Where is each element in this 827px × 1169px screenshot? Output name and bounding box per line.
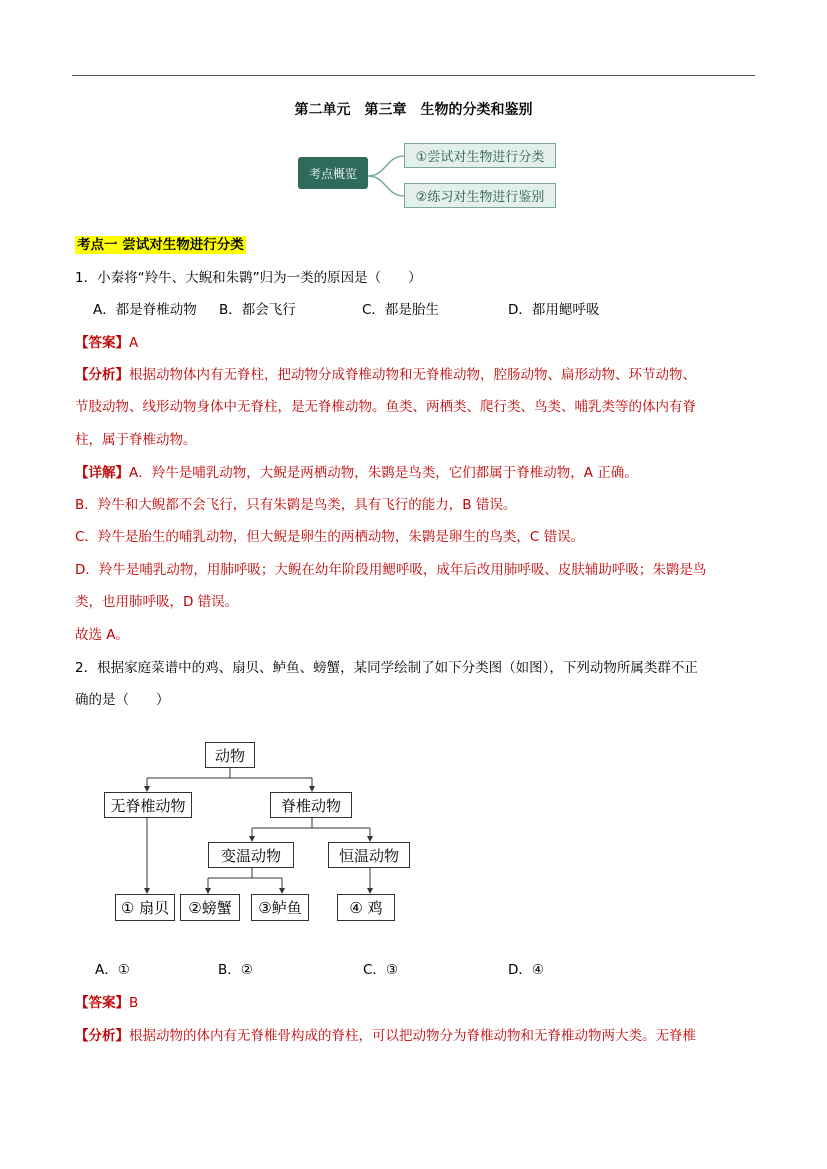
q2-analysis-text-1: 根据动物的体内有无脊椎骨构成的脊柱，可以把动物分为脊椎动物和无脊椎动物两大类。无脊椎 xyxy=(129,1028,696,1044)
node-invertebrate: 无脊椎动物 xyxy=(104,792,192,818)
q1-detail-line-3: C．羚牛是胎生的哺乳动物，但大鲵是卵生的两栖动物，朱鹮是卵生的鸟类，C 错误。 xyxy=(75,529,585,545)
q1-option-a: A．都是脊椎动物 xyxy=(93,302,197,318)
leaf-scallop: ① 扇贝 xyxy=(115,894,175,921)
q2-answer-tag: 【答案】 xyxy=(75,995,129,1011)
q2-option-a: A．① xyxy=(95,962,130,978)
q2-answer xyxy=(75,994,138,1012)
q1-answer xyxy=(75,334,138,352)
node-animal: 动物 xyxy=(205,742,255,768)
q1-analysis-text-1: 根据动物体内有无脊柱，把动物分成脊椎动物和无脊椎动物，腔肠动物、扁形动物、环节动物、 xyxy=(129,367,696,383)
q2-option-b: B．② xyxy=(218,962,253,978)
q2-option-d: D．④ xyxy=(508,962,544,978)
q2-option-c: C．③ xyxy=(363,962,399,978)
q2-stem-line-1: 2．根据家庭菜谱中的鸡、扇贝、鲈鱼、螃蟹，某同学绘制了如下分类图（如图），下列动物所属类群不正 xyxy=(75,660,698,676)
q1-detail-tag: 【详解】 xyxy=(75,465,129,481)
leaf-chicken: ④ 鸡 xyxy=(337,894,395,921)
q1-analysis-tag: 【分析】 xyxy=(75,367,129,383)
q1-analysis-line-1 xyxy=(75,366,696,384)
header-rule xyxy=(72,75,755,76)
q1-conclusion: 故选 A。 xyxy=(75,627,130,643)
node-vertebrate: 脊椎动物 xyxy=(270,792,352,818)
leaf-crab: ②螃蟹 xyxy=(180,894,240,921)
mindmap-branch-classify: ①尝试对生物进行分类 xyxy=(404,143,556,168)
q1-detail-line-1 xyxy=(75,464,638,482)
q1-detail-text-1: A．羚牛是哺乳动物，大鲵是两栖动物，朱鹮是鸟类，它们都属于脊椎动物，A 正确。 xyxy=(129,465,638,481)
page-title: 第二单元 第三章 生物的分类和鉴别 xyxy=(294,102,533,118)
q1-stem: 1．小秦将“羚牛、大鲵和朱鹮”归为一类的原因是（ ） xyxy=(75,270,422,286)
q1-analysis-line-3: 柱，属于脊椎动物。 xyxy=(75,432,197,448)
q1-detail-line-2: B．羚牛和大鲵都不会飞行，只有朱鹮是鸟类，具有飞行的能力，B 错误。 xyxy=(75,497,517,513)
q1-detail-line-4: D．羚牛是哺乳动物，用肺呼吸；大鲵在幼年阶段用鳃呼吸，成年后改用肺呼吸、皮肤辅助呼吸；朱鹮是鸟 xyxy=(75,562,707,578)
q1-answer-tag: 【答案】 xyxy=(75,335,129,351)
node-cold-blooded: 变温动物 xyxy=(208,842,294,868)
q2-analysis-line-1 xyxy=(75,1027,696,1045)
q2-stem-line-2: 确的是（ ） xyxy=(75,692,170,708)
q1-detail-line-5: 类，也用肺呼吸，D 错误。 xyxy=(75,594,239,610)
q1-analysis-line-2: 节肢动物、线形动物身体中无脊柱，是无脊椎动物。鱼类、两栖类、爬行类、鸟类、哺乳类等的体内有脊 xyxy=(75,399,696,415)
mindmap-root: 考点概览 xyxy=(298,157,368,189)
q1-option-d: D．都用鳃呼吸 xyxy=(508,302,600,318)
node-warm-blooded: 恒温动物 xyxy=(328,842,410,868)
leaf-perch: ③鲈鱼 xyxy=(251,894,309,921)
q1-option-c: C．都是胎生 xyxy=(362,302,439,318)
section-heading: 考点一 尝试对生物进行分类 xyxy=(77,237,244,253)
q2-answer-value: B xyxy=(129,995,139,1011)
mindmap-branch-identify: ②练习对生物进行鉴别 xyxy=(404,183,556,208)
mindmap-connectors xyxy=(368,150,408,210)
q1-option-b: B．都会飞行 xyxy=(219,302,296,318)
q2-analysis-tag: 【分析】 xyxy=(75,1028,129,1044)
q1-answer-value: A xyxy=(129,335,139,351)
